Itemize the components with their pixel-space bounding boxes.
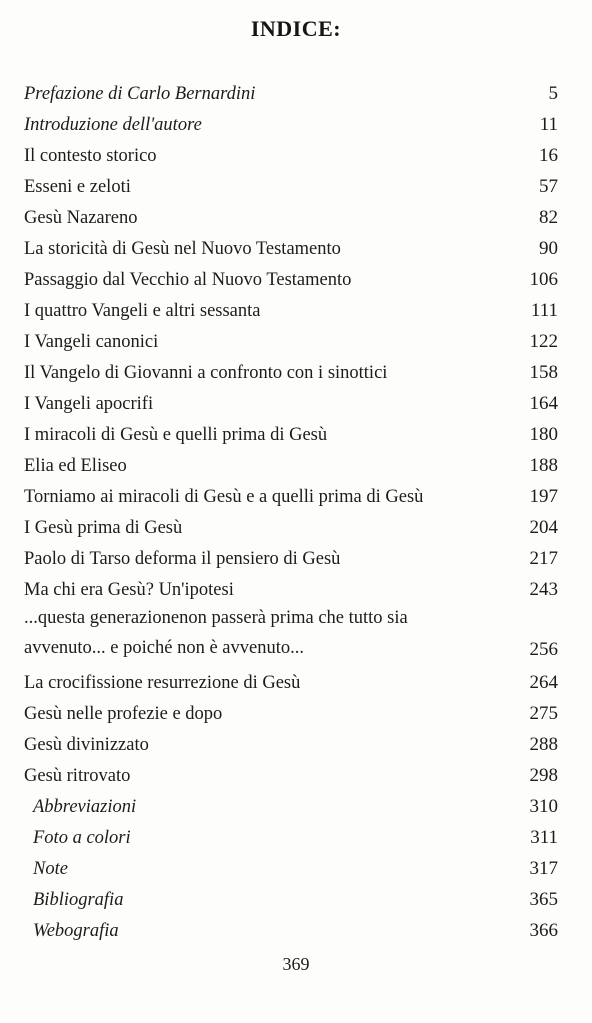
toc-entry-label: Gesù nelle profezie e dopo [24, 704, 223, 724]
toc-entry [0, 574, 592, 605]
toc-entry [0, 543, 592, 574]
toc-entry [0, 357, 592, 388]
toc-entry-page: 217 [529, 548, 558, 569]
toc-entry-label: Bibliografia [33, 890, 124, 910]
toc-entry-page: 243 [529, 579, 558, 600]
toc-entry [0, 78, 592, 109]
toc-entry-page: 311 [530, 827, 558, 848]
toc-entry-label: Ma chi era Gesù? Un'ipotesi [24, 580, 234, 600]
toc-entry-page: 5 [548, 83, 558, 104]
toc-entry-page: 275 [529, 703, 558, 724]
toc-entry-label: La crocifissione resurrezione di Gesù [24, 673, 301, 693]
toc-entry-label: ...questa generazionenon passerà prima che tutto sia avvenuto... e poiché non è avvenuto... [24, 608, 408, 658]
toc-entry-label: Gesù ritrovato [24, 766, 131, 786]
toc-entry [0, 109, 592, 140]
toc-entry [0, 915, 592, 946]
toc-entry [0, 202, 592, 233]
toc-entry-page: 197 [529, 486, 558, 507]
toc-entry-label: Gesù Nazareno [24, 208, 138, 228]
toc-entry [0, 481, 592, 512]
toc-entry [0, 512, 592, 543]
toc-entry-label: I miracoli di Gesù e quelli prima di Gesù [24, 425, 328, 445]
toc-entry [0, 791, 592, 822]
toc-entry [0, 698, 592, 729]
toc-entry-label: La storicità di Gesù nel Nuovo Testamento [24, 239, 341, 259]
toc-entry-page: 188 [529, 455, 558, 476]
toc-entry-page: 366 [529, 920, 558, 941]
toc-entry [0, 884, 592, 915]
toc-entry-page: 256 [529, 639, 558, 660]
toc-entry [0, 140, 592, 171]
toc-entry-label: I Gesù prima di Gesù [24, 518, 183, 538]
toc-entry-label: I quattro Vangeli e altri sessanta [24, 301, 261, 321]
toc-entry-page: 158 [529, 362, 558, 383]
toc-entry [0, 760, 592, 791]
toc-entry [0, 388, 592, 419]
toc-entry [0, 419, 592, 450]
toc-entry-label: Torniamo ai miracoli di Gesù e a quelli prima di Gesù [24, 487, 424, 507]
toc-entry-page: 180 [529, 424, 558, 445]
toc-entry-label: Foto a colori [33, 828, 131, 848]
toc-entry-label: Elia ed Eliseo [24, 456, 127, 476]
toc-entry [0, 264, 592, 295]
toc-entry-page: 264 [529, 672, 558, 693]
page-number: 369 [282, 954, 310, 974]
toc-entry-page: 310 [529, 796, 558, 817]
toc-entry [0, 171, 592, 202]
toc-entry-label: Webografia [33, 921, 119, 941]
page-title: INDICE: [250, 16, 342, 41]
toc-entry-label: Prefazione di Carlo Bernardini [24, 84, 256, 104]
toc-entry-page: 11 [539, 114, 558, 135]
toc-entry-label: Paolo di Tarso deforma il pensiero di Gesù [24, 549, 341, 569]
toc-entry-label: Gesù divinizzato [24, 735, 149, 755]
toc-entry-page: 164 [529, 393, 558, 414]
toc-entry [0, 729, 592, 760]
toc-entry-page: 288 [529, 734, 558, 755]
toc-entry-label: Note [33, 859, 68, 879]
toc-entry-page: 365 [529, 889, 558, 910]
toc-entry-label: Introduzione dell'autore [24, 115, 202, 135]
toc-entry [0, 326, 592, 357]
toc-entry-page: 204 [529, 517, 558, 538]
toc-entry [0, 233, 592, 264]
toc-entry-label: Il contesto storico [24, 146, 157, 166]
toc-entry [0, 295, 592, 326]
toc-entry-page: 57 [539, 176, 558, 197]
toc-entry-page: 106 [529, 269, 558, 290]
toc-entry-page: 122 [529, 331, 558, 352]
toc-entry [0, 450, 592, 481]
toc-entry [0, 603, 592, 665]
toc-entry-page: 16 [539, 145, 558, 166]
toc-entry-label: Il Vangelo di Giovanni a confronto con i sinottici [24, 363, 388, 383]
toc-entry [0, 822, 592, 853]
toc-entry-page: 82 [539, 207, 558, 228]
toc-entry [0, 667, 592, 698]
toc-entry-page: 317 [529, 858, 558, 879]
toc-entry-page: 298 [529, 765, 558, 786]
toc-entry-label: Passaggio dal Vecchio al Nuovo Testamento [24, 270, 352, 290]
toc-entry-label: Esseni e zeloti [24, 177, 131, 197]
toc-entry-label: I Vangeli canonici [24, 332, 159, 352]
toc-entry-page: 111 [530, 300, 558, 321]
toc-entry [0, 853, 592, 884]
toc-entry-label: Abbreviazioni [33, 797, 137, 817]
toc-entry-page: 90 [539, 238, 558, 259]
toc-entry-label: I Vangeli apocrifi [24, 394, 154, 414]
